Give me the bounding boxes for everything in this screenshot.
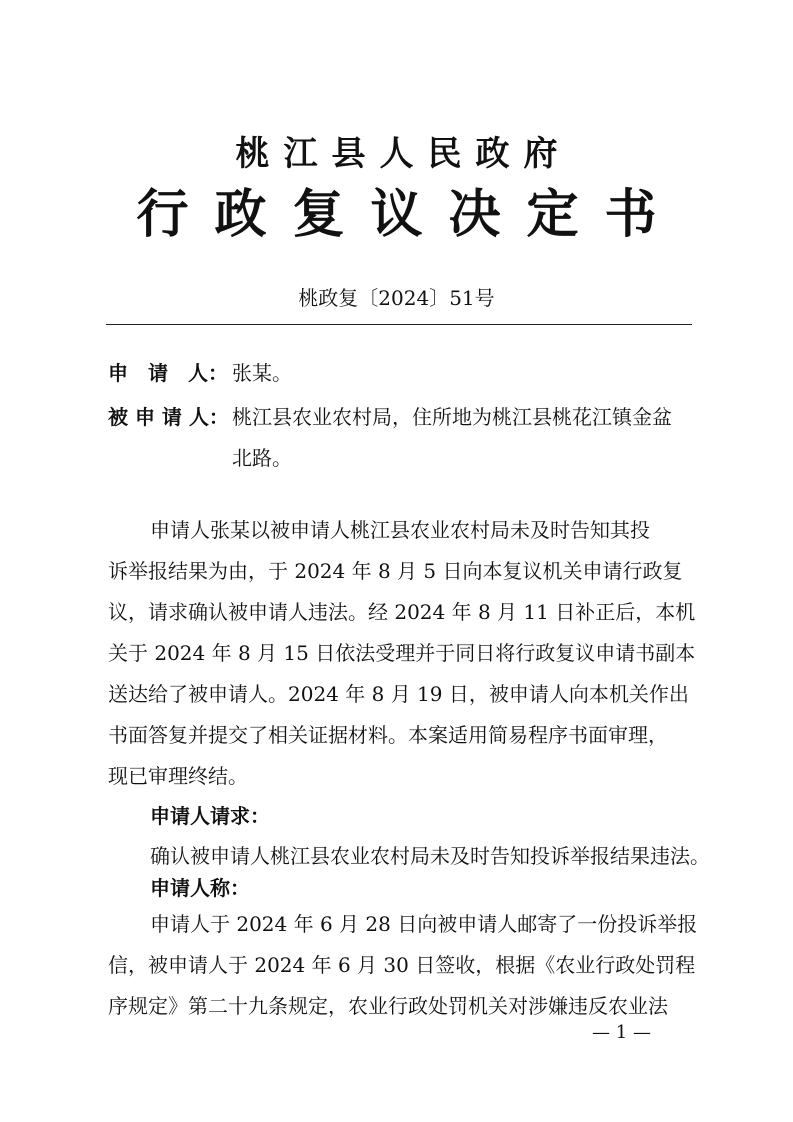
request-text: 确认被申请人桃江县农业农村局未及时告知投诉举报结果违法。 (150, 844, 710, 868)
paragraph-line: 信，被申请人于 2024 年 6 月 30 日签收，根据《农业行政处罚程 (108, 953, 696, 977)
paragraph-line: 书面答复并提交了相关证据材料。本案适用简易程序书面审理， (108, 723, 668, 747)
paragraph-line: 申请人张某以被申请人桃江县农业农村局未及时告知其投 (150, 518, 650, 542)
respondent-label: 被 申 请 人： (108, 405, 229, 429)
heading-applicant-request: 申请人请求： (150, 804, 270, 828)
header-divider (106, 324, 692, 325)
paragraph-line: 序规定》第二十九条规定，农业行政处罚机关对涉嫌违反农业法 (108, 994, 668, 1018)
respondent-value-line2: 北路。 (232, 446, 292, 470)
paragraph-line: 现已审理终结。 (108, 764, 248, 788)
applicant-value: 张某。 (232, 361, 292, 385)
issuing-organization: 桃江县人民政府 (235, 134, 572, 174)
document-type-title: 行政复议决定书 (136, 185, 683, 245)
paragraph-line: 议，请求确认被申请人违法。经 2024 年 8 月 11 日补正后，本机 (108, 600, 696, 624)
paragraph-line: 关于 2024 年 8 月 15 日依法受理并于同日将行政复议申请书副本 (108, 641, 696, 665)
applicant-label: 申 请 人： (108, 361, 228, 385)
paragraph-line: 诉举报结果为由，于 2024 年 8 月 5 日向本复议机关申请行政复 (108, 559, 683, 583)
page-number: — 1 — (592, 1022, 651, 1043)
paragraph-line: 申请人于 2024 年 6 月 28 日向被申请人邮寄了一份投诉举报 (150, 912, 698, 936)
respondent-value-line1: 桃江县农业农村局，住所地为桃江县桃花江镇金盆 (232, 405, 672, 429)
heading-applicant-claim: 申请人称： (150, 876, 250, 900)
paragraph-line: 送达给了被申请人。2024 年 8 月 19 日，被申请人向本机关作出 (108, 682, 689, 706)
document-number: 桃政复〔2024〕51号 (298, 286, 495, 310)
